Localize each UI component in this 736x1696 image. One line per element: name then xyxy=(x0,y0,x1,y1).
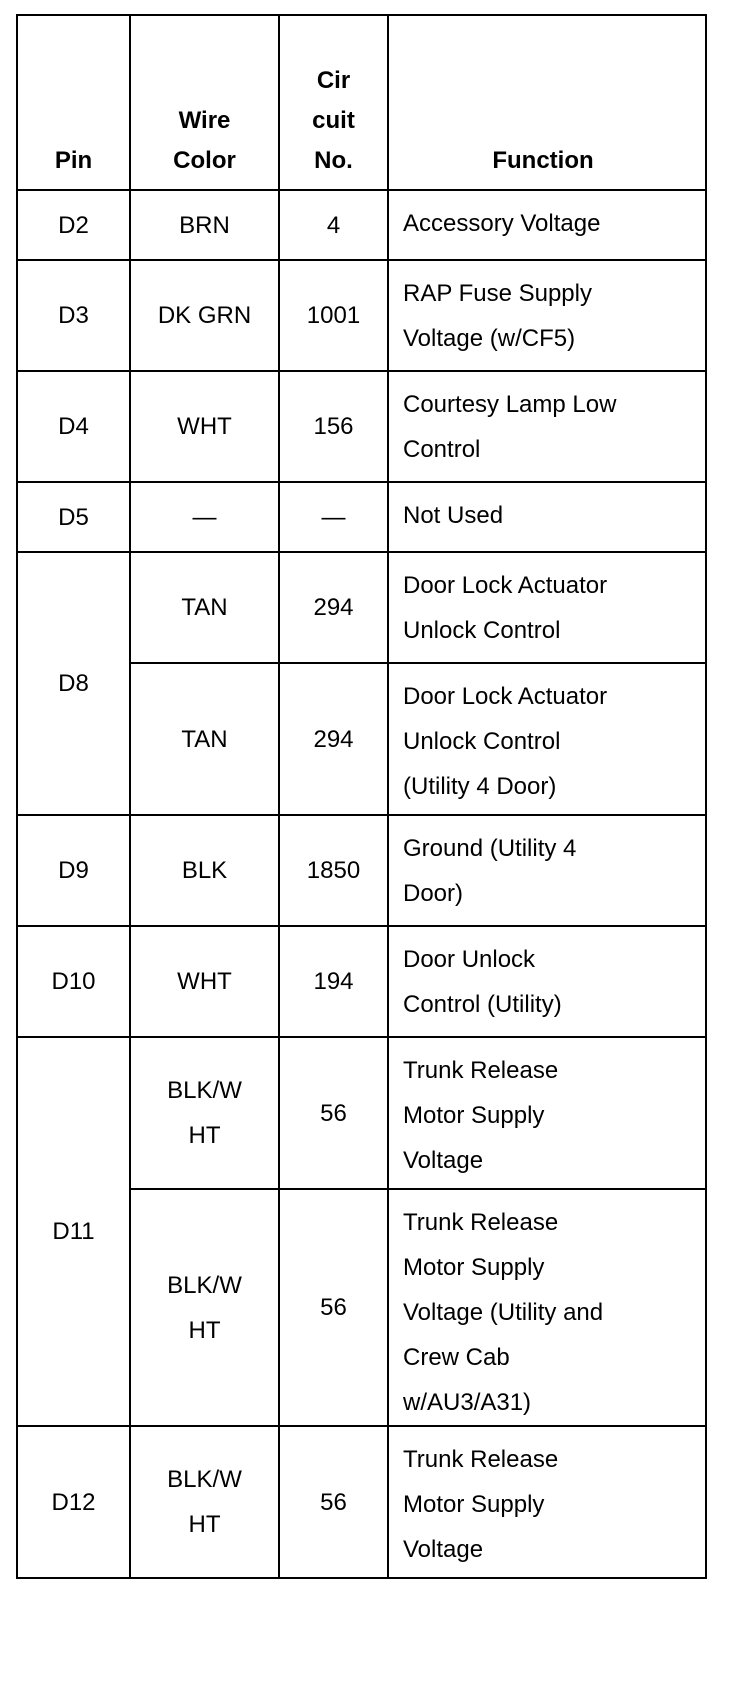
header-circuit-line: Cir xyxy=(316,67,351,94)
function-line: Door Lock Actuator xyxy=(403,572,608,599)
function-line: Accessory Voltage xyxy=(403,210,601,237)
function-line: Control (Utility) xyxy=(403,991,562,1018)
function-line: Crew Cab xyxy=(403,1344,510,1371)
function-cell xyxy=(388,552,706,663)
wire-color-line: HT xyxy=(188,1316,221,1344)
wire-color-cell: WHT xyxy=(130,371,279,482)
function-line: RAP Fuse Supply xyxy=(403,280,592,307)
function-line: w/AU3/A31) xyxy=(403,1389,532,1416)
function-line: Unlock Control xyxy=(403,617,561,644)
function-line: Trunk Release xyxy=(403,1209,559,1236)
function-line: Not Used xyxy=(403,502,504,529)
function-line: Door Unlock xyxy=(403,946,536,973)
circuit-cell: 194 xyxy=(279,926,388,1037)
pin-table xyxy=(16,14,707,1579)
function-line: Control xyxy=(403,436,481,463)
pin-cell: D8 xyxy=(17,552,130,815)
function-line: Voltage xyxy=(403,1536,484,1563)
wire-color-line: HT xyxy=(188,1122,221,1149)
header-row xyxy=(17,15,706,190)
circuit-cell: 56 xyxy=(279,1037,388,1189)
pin-cell: D10 xyxy=(17,926,130,1037)
circuit-cell: 4 xyxy=(279,190,388,260)
circuit-cell: 156 xyxy=(279,371,388,482)
function-cell xyxy=(388,371,706,482)
circuit-cell: 294 xyxy=(279,663,388,815)
header-pin: Pin xyxy=(17,15,130,190)
pin-cell: D11 xyxy=(17,1037,130,1426)
function-line: (Utility 4 Door) xyxy=(403,773,557,800)
wire-color-line: BLK/W xyxy=(167,1077,242,1104)
wire-color-line: BLK/W xyxy=(167,1271,242,1299)
circuit-cell: 294 xyxy=(279,552,388,663)
pin-cell: D3 xyxy=(17,260,130,371)
wire-color-cell: DK GRN xyxy=(130,260,279,371)
header-wire-color xyxy=(130,15,279,190)
wire-color-cell: TAN xyxy=(130,552,279,663)
table-row xyxy=(17,926,706,1037)
header-circuit-line: cuit xyxy=(312,107,355,134)
table-row xyxy=(17,482,706,552)
function-cell xyxy=(388,482,706,552)
header-wire-color-line: Color xyxy=(173,147,236,174)
function-line: Motor Supply xyxy=(403,1102,545,1129)
circuit-cell: 1850 xyxy=(279,815,388,926)
table-row xyxy=(17,815,706,926)
wire-color-cell xyxy=(130,1189,279,1426)
pin-cell: D2 xyxy=(17,190,130,260)
function-line: Door) xyxy=(403,880,464,907)
pin-cell: D5 xyxy=(17,482,130,552)
function-line: Trunk Release xyxy=(403,1446,559,1473)
table-row xyxy=(17,1037,706,1189)
wire-color-cell: WHT xyxy=(130,926,279,1037)
header-function: Function xyxy=(388,15,706,190)
circuit-cell: 56 xyxy=(279,1189,388,1426)
wire-color-cell: BLK xyxy=(130,815,279,926)
pin-cell: D4 xyxy=(17,371,130,482)
function-line: Motor Supply xyxy=(403,1491,545,1518)
wire-color-cell: — xyxy=(130,482,279,552)
function-line: Voltage xyxy=(403,1147,484,1174)
pin-cell: D9 xyxy=(17,815,130,926)
wire-color-line: BLK/W xyxy=(167,1466,242,1493)
wire-color-cell xyxy=(130,1037,279,1189)
function-cell xyxy=(388,926,706,1037)
header-wire-color-line: Wire xyxy=(178,107,231,134)
function-line: Unlock Control xyxy=(403,728,561,755)
header-circuit-no xyxy=(279,15,388,190)
function-line: Courtesy Lamp Low xyxy=(403,391,617,418)
wire-color-line: HT xyxy=(188,1511,221,1538)
table-row xyxy=(17,190,706,260)
circuit-cell: 1001 xyxy=(279,260,388,371)
function-cell xyxy=(388,190,706,260)
wire-color-cell: BRN xyxy=(130,190,279,260)
function-cell xyxy=(388,1189,706,1426)
pin-cell: D12 xyxy=(17,1426,130,1578)
table-row xyxy=(17,260,706,371)
circuit-cell: — xyxy=(279,482,388,552)
function-line: Voltage (w/CF5) xyxy=(403,325,576,352)
wire-color-cell: TAN xyxy=(130,663,279,815)
function-line: Motor Supply xyxy=(403,1254,545,1281)
function-line: Trunk Release xyxy=(403,1057,559,1084)
wire-color-cell xyxy=(130,1426,279,1578)
function-cell xyxy=(388,815,706,926)
table-row xyxy=(17,552,706,663)
header-circuit-line: No. xyxy=(314,147,353,174)
table-row xyxy=(17,1426,706,1578)
circuit-cell: 56 xyxy=(279,1426,388,1578)
table-row xyxy=(17,371,706,482)
function-line: Door Lock Actuator xyxy=(403,683,608,710)
function-cell xyxy=(388,663,706,815)
function-cell xyxy=(388,1037,706,1189)
function-cell xyxy=(388,260,706,371)
function-line: Voltage (Utility and xyxy=(403,1299,604,1326)
function-cell xyxy=(388,1426,706,1578)
function-line: Ground (Utility 4 xyxy=(403,835,577,862)
